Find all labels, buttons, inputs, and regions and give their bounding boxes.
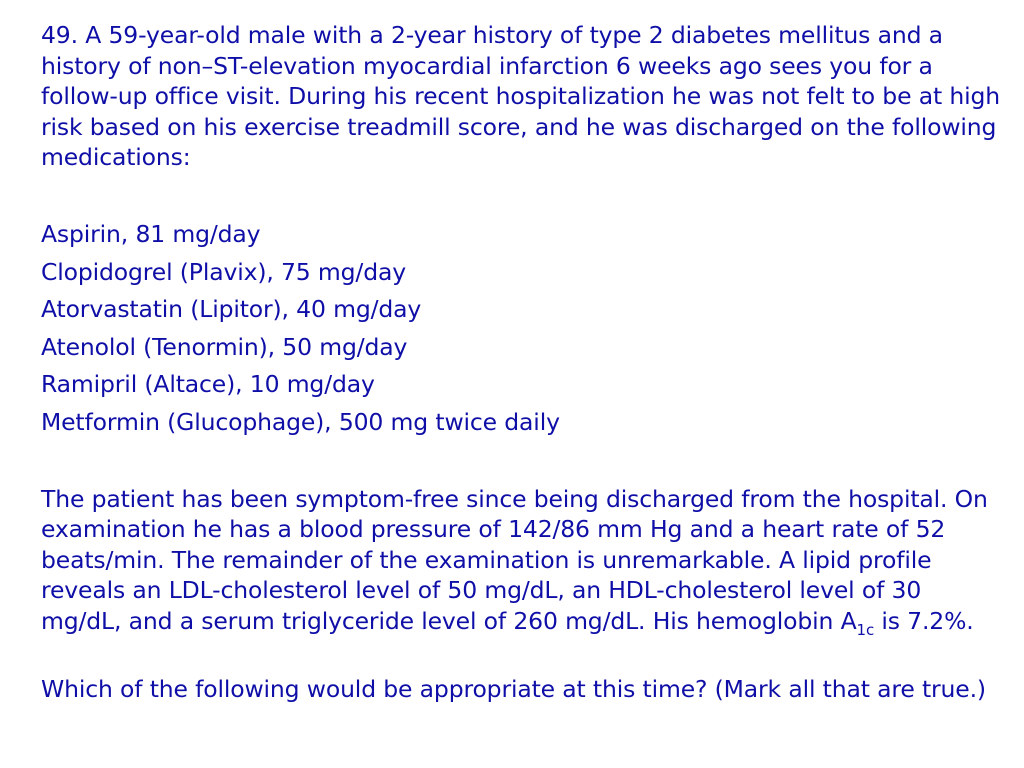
clinical-findings [41,484,1006,637]
clinical-findings-result: is 7.2%. [874,606,974,635]
medication-item: Clopidogrel (Plavix), 75 mg/day [41,257,406,286]
medication-item: Atorvastatin (Lipitor), 40 mg/day [41,295,422,324]
case-introduction: 49. A 59-year-old male with a 2-year history of type 2 diabetes mellitus and a history of non–ST-elevation myocardial infarction 6 weeks ago sees you for a follow-up office visit. During his recent hospitalization he was not felt to be at high risk based on his exercise treadmill score, and he was discharged on the following medications: [41,21,1000,172]
medication-item: Ramipril (Altace), 10 mg/day [41,370,375,399]
medication-item: Aspirin, 81 mg/day [41,219,261,248]
medication-item: Atenolol (Tenormin), 50 mg/day [41,332,408,361]
medication-item: Metformin (Glucophage), 500 mg twice daily [41,407,560,436]
clinical-findings-text: The patient has been symptom-free since being discharged from the hospital. On examination he has a blood pressure of 142/86 mm Hg and a heart rate of 52 beats/min. The remainder of the examination is unremarkable. A lipid profile reveals an LDL-cholesterol level of 50 mg/dL, an HDL-cholesterol level of 30 mg/dL, and a serum triglyceride level of 260 mg/dL. His hemoglobin A [41,484,988,635]
question-prompt: Which of the following would be appropriate at this time? (Mark all that are true.) [41,674,986,703]
hemoglobin-subscript: 1c [856,620,875,639]
question-slide [41,20,1006,704]
medication-list [41,216,1006,442]
